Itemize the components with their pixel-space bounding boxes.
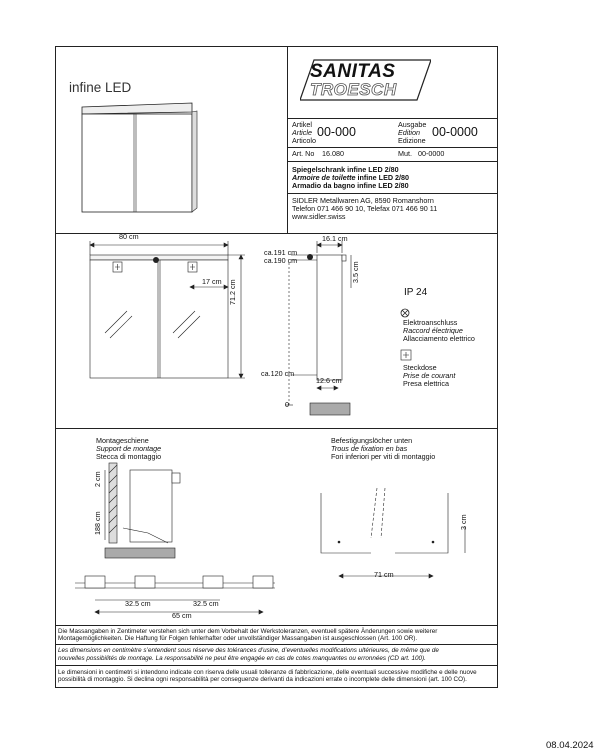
product-name: infine LED <box>69 80 132 95</box>
meta-top-line <box>287 118 498 119</box>
sanitas-troesch-logo: SANITAS TROESCH <box>300 58 431 102</box>
header-divider <box>287 46 288 233</box>
article-number: 00-000 <box>317 125 356 139</box>
ip-rating: IP 24 <box>404 287 428 298</box>
document-date: 08.04.2024 <box>546 740 594 751</box>
title-it: Armadio da bagno infine LED 2/80 <box>292 181 409 190</box>
title-de: Spiegelschrank infine LED 2/80 <box>292 165 399 174</box>
company-phone: Telefon 071 466 90 10, Telefax 071 466 90 11 <box>292 204 438 213</box>
product-sketch <box>72 100 202 220</box>
title-fr: Armoire de toilette infine LED 2/80 <box>292 173 410 182</box>
company-web[interactable]: www.sidler.swiss <box>292 212 346 221</box>
edition-number: 00-0000 <box>432 125 478 139</box>
company-name: SIDLER Metallwaren AG, 8590 Romanshorn <box>292 196 434 205</box>
mounting-drawings <box>55 428 498 625</box>
